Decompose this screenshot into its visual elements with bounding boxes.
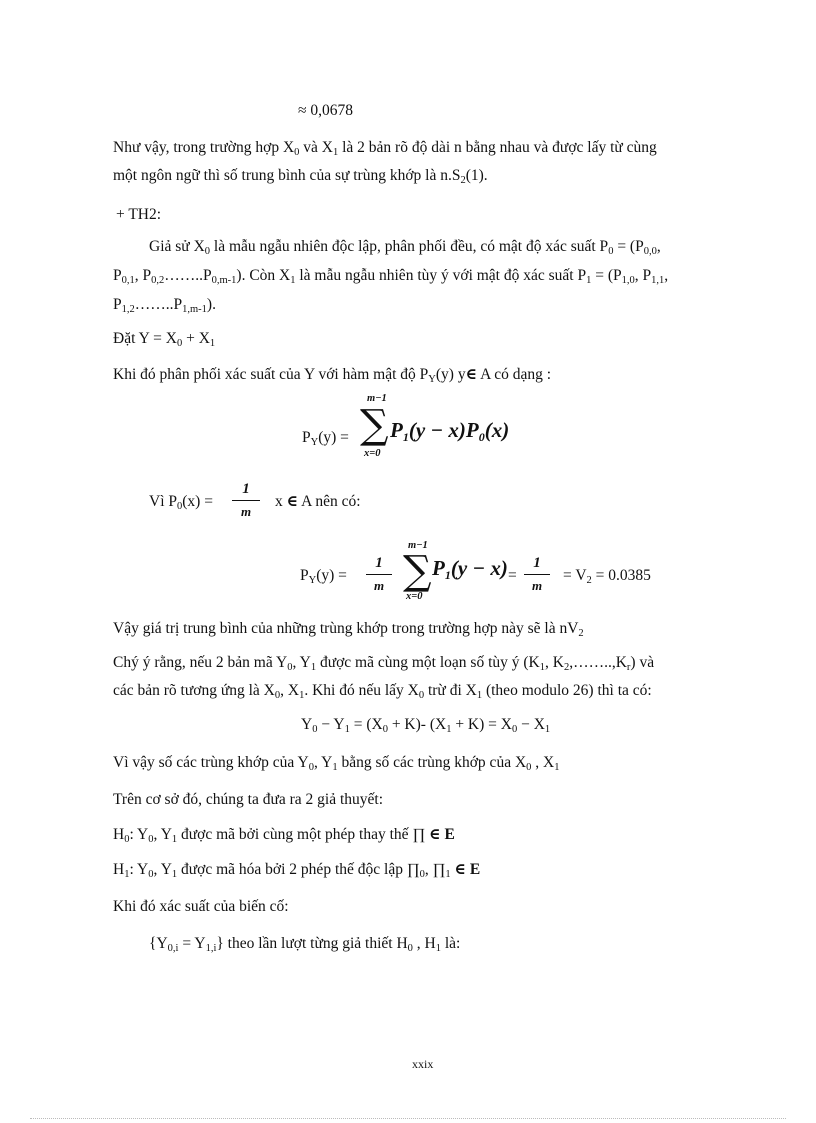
equation-3: $Y_0 - Y_1 = (X_0 + K)-$ $(X_1 + K) = X_0 - X_1$	[301, 716, 551, 735]
event-intro: Khi đó xác suất của biến cố:	[113, 898, 289, 915]
expected-value-line: Vậy giá trị trung bình của những trùng khớp trong trường hợp này sẽ là $nV_2$	[113, 620, 584, 639]
eq1-sum-sign: ∑	[360, 402, 389, 448]
uniform-lhs: Vì $P_0(x)$ =	[149, 493, 213, 512]
paragraph-1-line-2: một ngôn ngữ thì số trung bình của sự trùng khớp là $n.S_2(1)$.	[113, 167, 488, 186]
distribution-intro: Khi đó phân phối xác suất của Y với hàm mật độ $P_Y(y)$ y∈ A có dạng :	[113, 366, 552, 385]
eq1-lhs: $P_Y(y)$ =	[302, 429, 349, 448]
eq1-upper-limit: m−1	[367, 393, 387, 404]
eq2-lhs: $P_Y(y)$ =	[300, 567, 347, 586]
eq2-equals: =	[508, 567, 517, 584]
definition-line: Đặt $Y = X_0 + X_1$	[113, 330, 216, 349]
uniform-rhs: x ∈ A nên có:	[275, 493, 361, 510]
approx-value: ≈ 0,0678	[298, 102, 354, 119]
eq1-lower-limit: x=0	[364, 448, 381, 459]
uniform-fraction: 1 m	[232, 481, 260, 519]
page-number: xxix	[412, 1057, 434, 1071]
eq2-result: = $V_2 = 0.0385$	[563, 567, 651, 586]
eq2-upper-limit: m−1	[408, 540, 428, 551]
hypotheses-intro: Trên cơ sở đó, chúng ta đưa ra 2 giả thuyết:	[113, 791, 384, 808]
hypothesis-h1: $H_1$: $Y_0$, $Y_1$ được mã hóa bởi 2 phép thế độc lập $\prod_0$, $\prod_1$ ∈ E	[113, 861, 481, 880]
paragraph-1-line-1: Như vậy, trong trường hợp $X_0$ và $X_1$ là 2 bản rõ độ dài n bằng nhau và được lấy từ cùng	[113, 139, 657, 158]
eq2-lower-limit: x=0	[406, 591, 423, 602]
eq2-summand: $P_1(y - x)$	[432, 556, 508, 582]
paragraph-2-line-3: $P_{1,2}\dots\dots..P_{1,m-1}$).	[113, 296, 216, 315]
eq1-summand: $P_1(y - x)P_0(x)$	[390, 418, 510, 444]
eq2-fraction-1: 1 m	[366, 555, 392, 593]
event-line: $\{Y_{0,i} = Y_{1,i}\}$ theo lần lượt từng giả thiết $H_0$ , $H_1$ là:	[149, 935, 461, 954]
eq2-fraction-2: 1 m	[524, 555, 550, 593]
eq2-sum-sign: ∑	[403, 548, 432, 594]
note-line-2: các bản rõ tương ứng là $X_0$, $X_1$. Khi đó nếu lấy $X_0$ trừ đi $X_1$ (theo modulo 26) thì ta có:	[113, 682, 652, 701]
coincidence-line: Vì vậy số các trùng khớp của $Y_0$, $Y_1$ bằng số các trùng khớp của $X_0$ , $X_1$	[113, 754, 560, 773]
paragraph-2-line-1: Giả sử $X_0$ là mẫu ngẫu nhiên độc lập, phân phối đều, có mật độ xác suất $P_0 = (P_{0,0}$,	[149, 238, 661, 257]
case-heading: + TH2:	[116, 206, 162, 223]
note-line-1: Chý ý rằng, nếu 2 bản mã $Y_0$, $Y_1$ được mã cùng một loạn số tùy ý ($K_1$, $K_2,\dots\dots..,K_r$) và	[113, 654, 655, 673]
paragraph-2-line-2: $P_{0,1}$, $P_{0,2}\dots\dots..P_{0,m-1}$). Còn $X_1$ là mẫu ngẫu nhiên tùy ý với mật độ xác suất $P_1 = (P_{1,0}$, $P_{1,1}$,	[113, 267, 669, 286]
hypothesis-h0: $H_0$: $Y_0$, $Y_1$ được mã bởi cùng một phép thay thế ∏ ∈ E	[113, 826, 455, 845]
footer-divider	[30, 1118, 786, 1119]
